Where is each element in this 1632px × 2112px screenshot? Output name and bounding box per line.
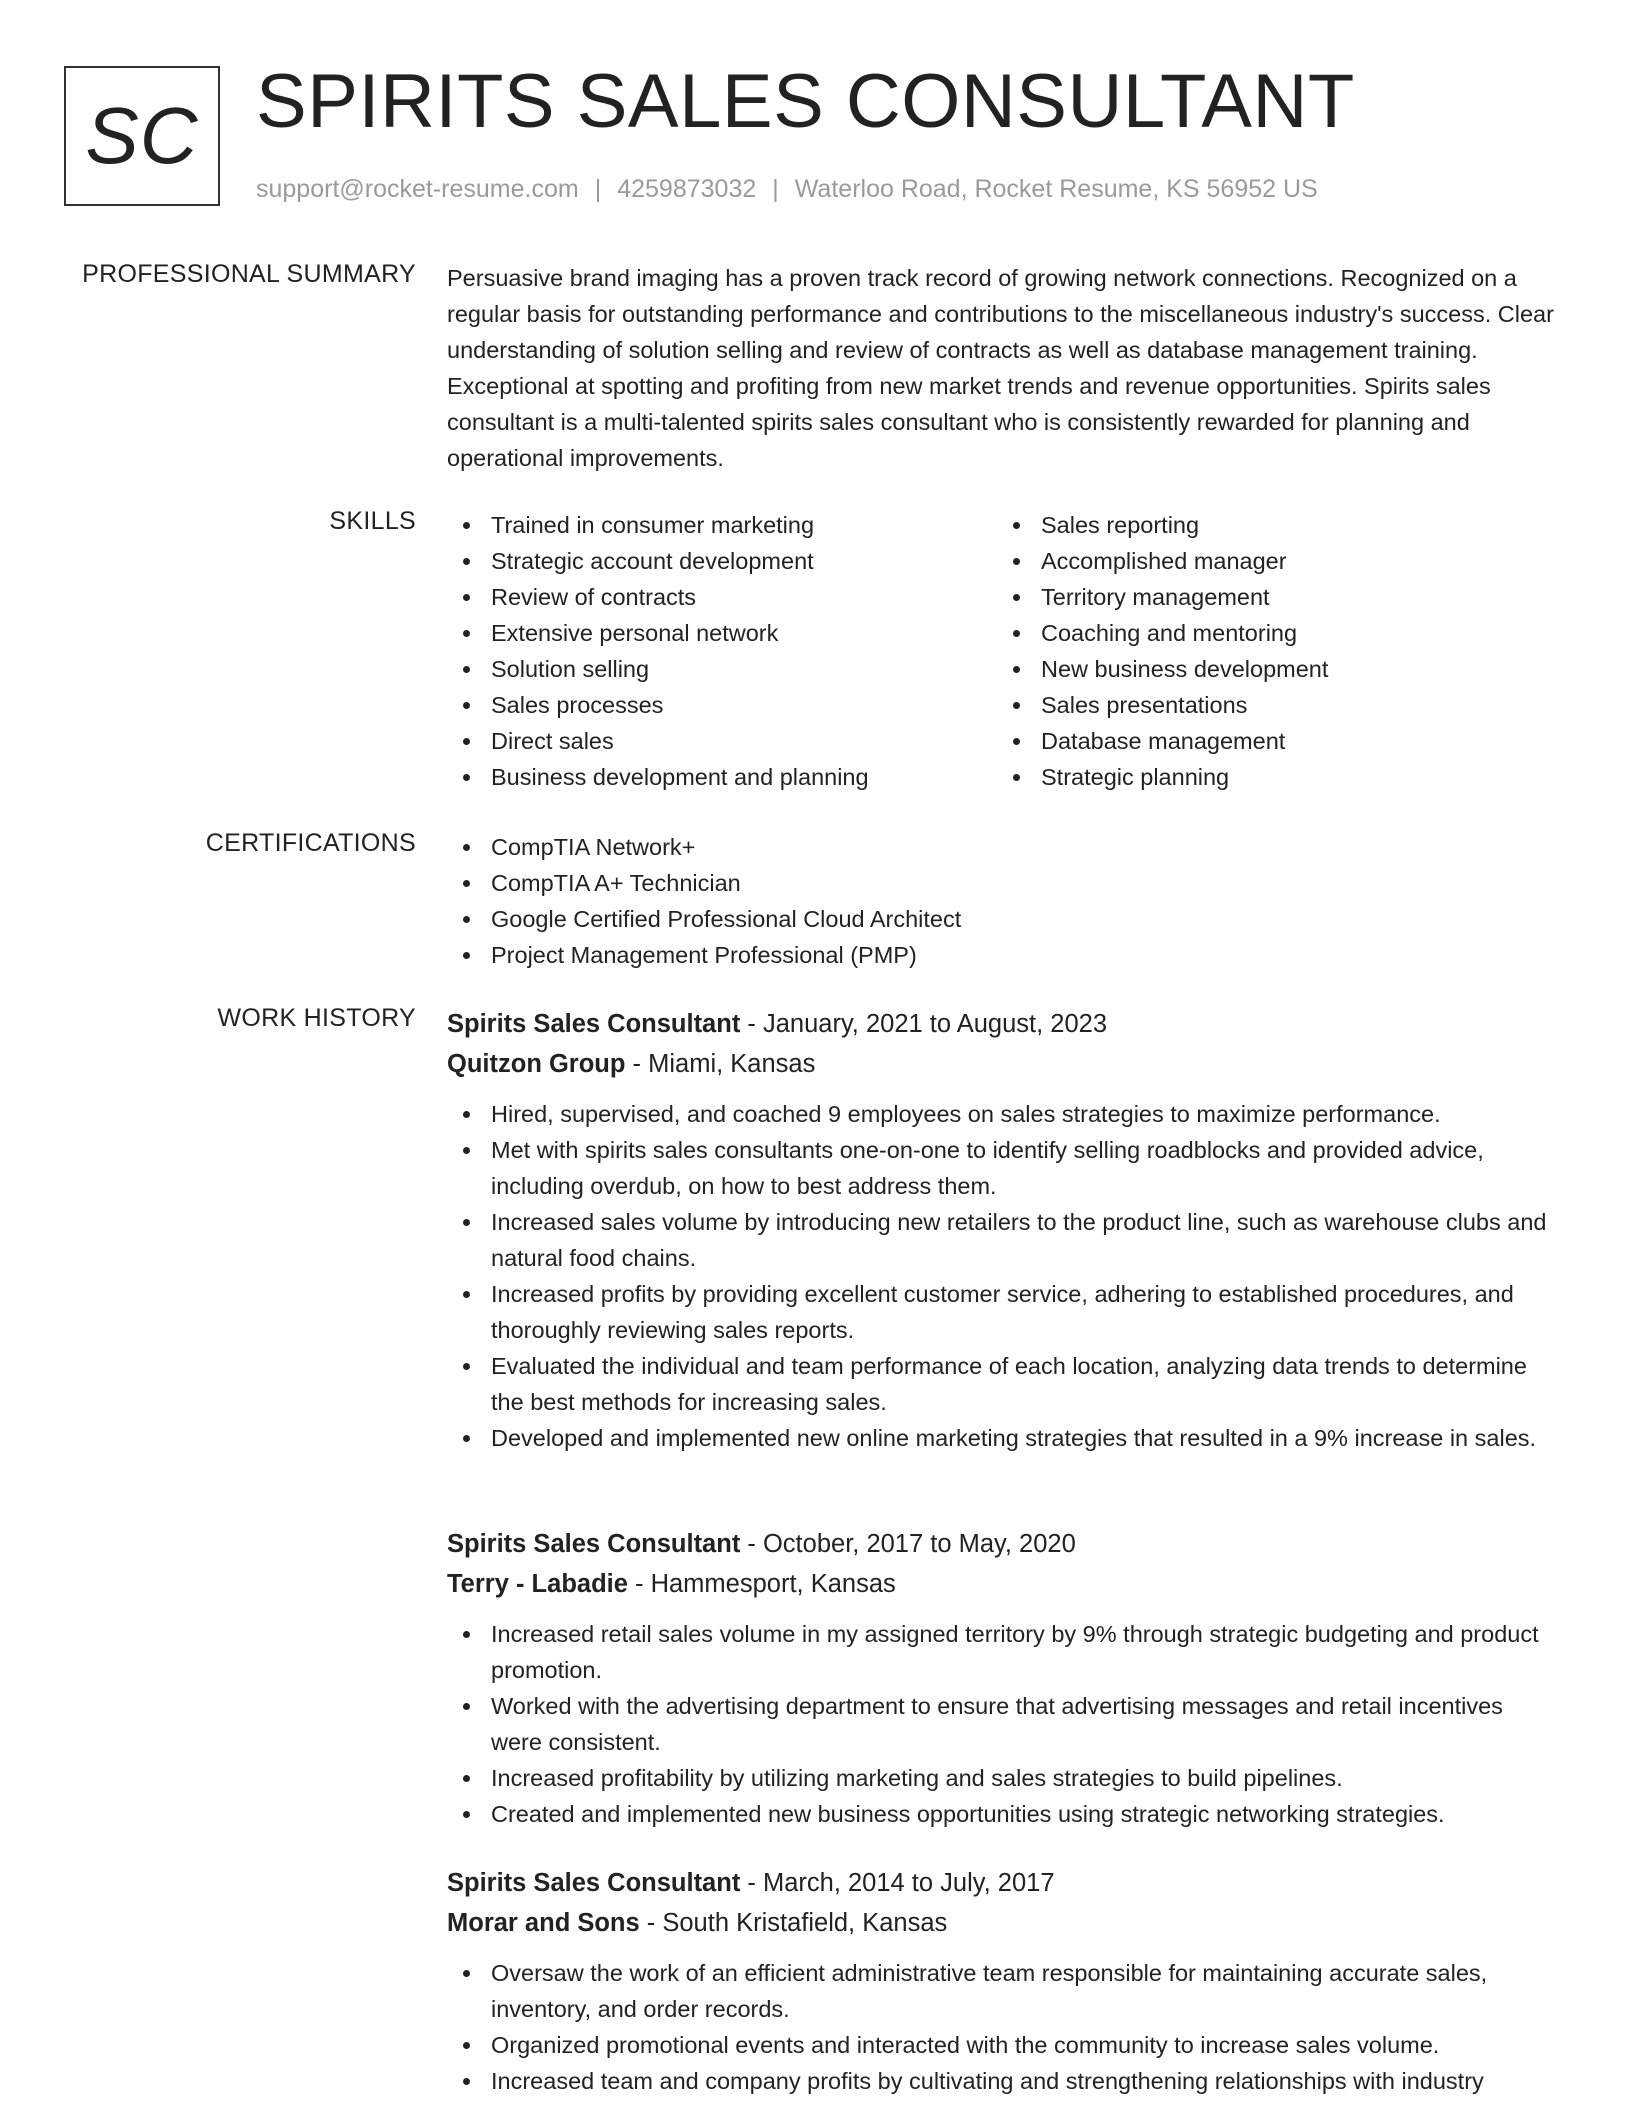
skill-item: Accomplished manager	[997, 543, 1547, 579]
skills-heading: SKILLS	[329, 507, 416, 535]
skill-item: Trained in consumer marketing	[447, 507, 997, 543]
job-company: Terry - Labadie	[447, 1570, 628, 1598]
skills-list-left	[447, 507, 997, 795]
job-bullet: Worked with the advertising department to ensure that advertising messages and retail incentives were consistent.	[447, 1688, 1559, 1760]
monogram-badge	[64, 66, 220, 206]
job-company: Quitzon Group	[447, 1050, 626, 1078]
job-location: - Miami, Kansas	[625, 1050, 816, 1078]
job-bullets	[447, 1955, 1559, 2099]
job-title-line	[447, 1524, 1559, 1564]
job-dates: - October, 2017 to May, 2020	[740, 1530, 1076, 1558]
job-dates: - January, 2021 to August, 2023	[740, 1010, 1108, 1038]
summary-heading: PROFESSIONAL SUMMARY	[82, 260, 416, 288]
job-title-line	[447, 1863, 1559, 1903]
skills-list-right	[997, 507, 1547, 795]
skill-item: Database management	[997, 723, 1547, 759]
contact-line	[256, 175, 1318, 204]
job-bullet: Increased profitability by utilizing marketing and sales strategies to build pipelines.	[447, 1760, 1559, 1796]
job-bullet: Increased retail sales volume in my assigned territory by 9% through strategic budgeting and product promotion.	[447, 1616, 1559, 1688]
skill-item: Solution selling	[447, 651, 997, 687]
resume-name: SPIRITS SALES CONSULTANT	[256, 59, 1355, 144]
job-title: Spirits Sales Consultant	[447, 1010, 741, 1038]
job-title: Spirits Sales Consultant	[447, 1530, 741, 1558]
job-bullet: Increased profits by providing excellent customer service, adhering to established procedures, and thoroughly reviewing sales reports.	[447, 1276, 1559, 1348]
certification-item: Project Management Professional (PMP)	[447, 937, 1559, 973]
skill-item: Extensive personal network	[447, 615, 997, 651]
job-bullet: Created and implemented new business opportunities using strategic networking strategies.	[447, 1796, 1559, 1832]
job-dates: - March, 2014 to July, 2017	[740, 1869, 1055, 1897]
skill-item: Sales processes	[447, 687, 997, 723]
job-company-line	[447, 1564, 1559, 1604]
job-title: Spirits Sales Consultant	[447, 1869, 741, 1897]
job-title-line	[447, 1004, 1559, 1044]
skill-item: Strategic account development	[447, 543, 997, 579]
summary-text: Persuasive brand imaging has a proven track record of growing network connections. Recognized on a regular basis for outstanding performance and contributions to the miscellaneous industry's success. Clear understanding of solution selling and review of contracts as well as database management training. Exceptional at spotting and profiting from new market trends and revenue opportunities. Spirits sales consultant is a multi-talented spirits sales consultant who is consistently rewarded for planning and operational improvements.	[447, 265, 1554, 471]
job-bullet: Organized promotional events and interacted with the community to increase sales volume.	[447, 2027, 1559, 2063]
contact-address: Waterloo Road, Rocket Resume, KS 56952 US	[794, 175, 1318, 203]
skill-item: Sales presentations	[997, 687, 1547, 723]
certification-item: CompTIA Network+	[447, 829, 1559, 865]
job-bullet: Increased team and company profits by cultivating and strengthening relationships with industry	[447, 2063, 1559, 2099]
skill-item: Strategic planning	[997, 759, 1547, 795]
job-company-line	[447, 1044, 1559, 1084]
job-bullet: Developed and implemented new online marketing strategies that resulted in a 9% increase in sales.	[447, 1420, 1559, 1456]
contact-separator: |	[772, 175, 779, 203]
job-bullet: Increased sales volume by introducing new retailers to the product line, such as warehouse clubs and natural food chains.	[447, 1204, 1559, 1276]
skill-item: New business development	[997, 651, 1547, 687]
contact-phone: 4259873032	[617, 175, 757, 203]
job-entry	[447, 1524, 1559, 1832]
job-bullets	[447, 1616, 1559, 1832]
contact-separator: |	[594, 175, 602, 203]
certification-item: Google Certified Professional Cloud Architect	[447, 901, 1559, 937]
skill-item: Direct sales	[447, 723, 997, 759]
skill-item: Territory management	[997, 579, 1547, 615]
certifications-list	[447, 829, 1559, 973]
job-location: - Hammesport, Kansas	[627, 1570, 896, 1598]
job-bullet: Met with spirits sales consultants one-on-one to identify selling roadblocks and provided advice, including overdub, on how to best address them.	[447, 1132, 1559, 1204]
certifications-heading: CERTIFICATIONS	[205, 829, 416, 857]
skill-item: Review of contracts	[447, 579, 997, 615]
job-entry	[447, 1863, 1559, 2099]
contact-email: support@rocket-resume.com	[256, 175, 579, 203]
job-bullets	[447, 1096, 1559, 1456]
skill-item: Business development and planning	[447, 759, 997, 795]
job-bullet: Evaluated the individual and team performance of each location, analyzing data trends to determine the best methods for increasing sales.	[447, 1348, 1559, 1420]
job-entry	[447, 1004, 1559, 1456]
skill-item: Coaching and mentoring	[997, 615, 1547, 651]
certification-item: CompTIA A+ Technician	[447, 865, 1559, 901]
job-bullet: Oversaw the work of an efficient administrative team responsible for maintaining accurate sales, inventory, and order records.	[447, 1955, 1559, 2027]
skill-item: Sales reporting	[997, 507, 1547, 543]
job-company-line	[447, 1903, 1559, 1943]
monogram-text: SC	[85, 91, 199, 180]
job-company: Morar and Sons	[447, 1909, 640, 1937]
job-location: - South Kristafield, Kansas	[639, 1909, 948, 1937]
work-history-heading: WORK HISTORY	[217, 1004, 416, 1032]
job-bullet: Hired, supervised, and coached 9 employees on sales strategies to maximize performance.	[447, 1096, 1559, 1132]
